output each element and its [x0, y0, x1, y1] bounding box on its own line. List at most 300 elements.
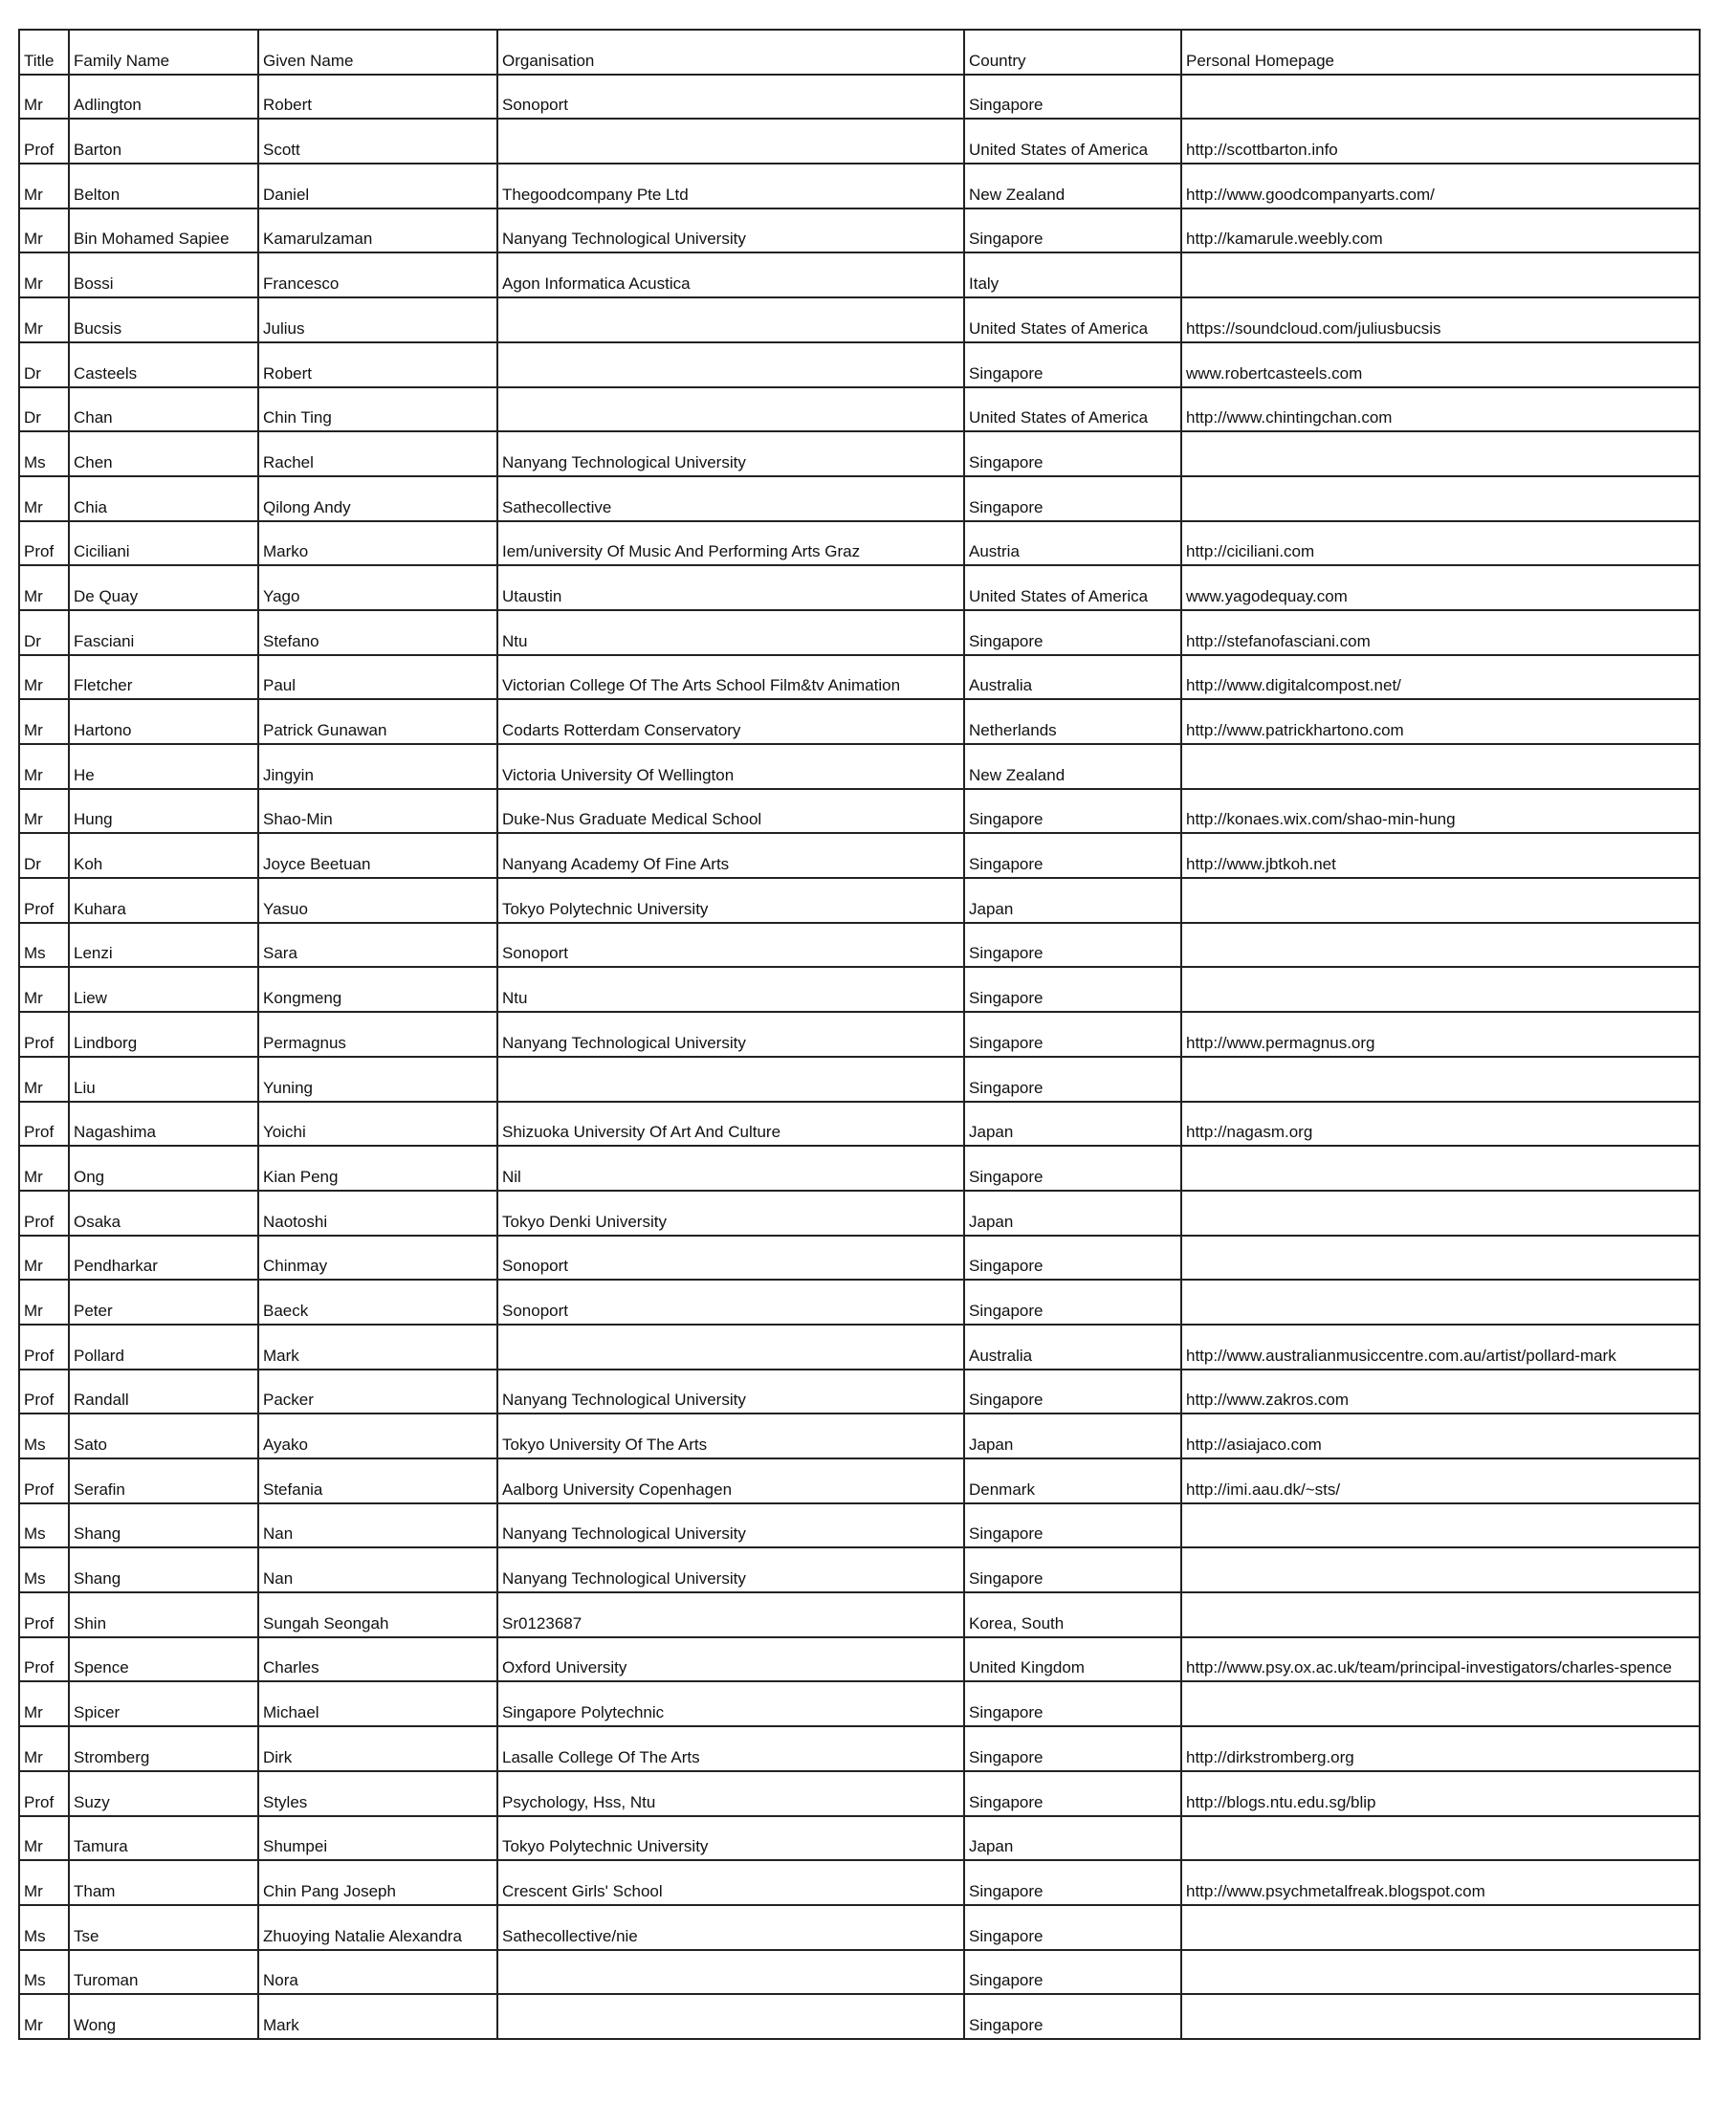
cell-country [964, 1771, 1181, 1816]
country-value: Singapore [969, 1078, 1044, 1097]
table-row [19, 610, 1700, 655]
cell-organisation [497, 1994, 964, 2039]
header-title [19, 30, 69, 75]
cell-family-name [69, 699, 258, 744]
family-name-value: Shin [74, 1613, 107, 1633]
title-value: Mr [24, 989, 43, 1008]
cell-country [964, 1637, 1181, 1682]
family-name-value: Liu [74, 1078, 96, 1097]
cell-country [964, 164, 1181, 208]
homepage-link[interactable]: http://imi.aau.dk/~sts/ [1186, 1479, 1341, 1499]
family-name-value: Suzy [74, 1792, 110, 1811]
table-row [19, 1102, 1700, 1147]
given-name-value: Robert [263, 96, 313, 115]
homepage-link[interactable]: http://stefanofasciani.com [1186, 631, 1371, 650]
family-name-value: Tamura [74, 1837, 128, 1856]
cell-given-name [258, 75, 497, 120]
country-value: Singapore [969, 1792, 1044, 1811]
title-value: Ms [24, 1436, 46, 1454]
organisation-value: Lasalle College Of The Arts [502, 1747, 700, 1766]
homepage-link[interactable]: http://asiajaco.com [1186, 1436, 1322, 1454]
homepage-link[interactable]: http://www.permagnus.org [1186, 1033, 1375, 1052]
cell-title [19, 208, 69, 253]
country-value: United States of America [969, 586, 1149, 605]
cell-organisation [497, 967, 964, 1012]
family-name-value: Bucsis [74, 318, 122, 338]
family-name-value: Tham [74, 1881, 116, 1900]
table-row [19, 1370, 1700, 1414]
family-name-value: Nagashima [74, 1123, 156, 1142]
country-value: Singapore [969, 989, 1044, 1008]
cell-homepage [1181, 1950, 1700, 1995]
homepage-link[interactable]: http://kamarule.weebly.com [1186, 230, 1383, 249]
country-value: United Kingdom [969, 1658, 1085, 1677]
cell-country [964, 833, 1181, 878]
cell-given-name [258, 744, 497, 789]
header-country [964, 30, 1181, 75]
title-value: Mr [24, 1078, 43, 1097]
cell-title [19, 75, 69, 120]
title-value: Ms [24, 944, 46, 963]
title-value: Mr [24, 318, 43, 338]
cell-family-name [69, 297, 258, 342]
homepage-link[interactable]: http://www.patrickhartono.com [1186, 721, 1404, 739]
title-value: Mr [24, 497, 43, 516]
family-name-value: Koh [74, 855, 103, 874]
family-name-value: Fletcher [74, 676, 133, 695]
title-value: Mr [24, 676, 43, 695]
homepage-link[interactable]: http://blogs.ntu.edu.sg/blip [1186, 1792, 1376, 1811]
cell-homepage [1181, 610, 1700, 655]
title-value: Prof [24, 899, 55, 918]
cell-country [964, 342, 1181, 387]
family-name-value: Hung [74, 810, 113, 829]
cell-given-name [258, 655, 497, 700]
cell-title [19, 119, 69, 164]
country-value: Singapore [969, 1703, 1044, 1722]
cell-organisation [497, 1102, 964, 1147]
cell-given-name [258, 1547, 497, 1592]
cell-given-name [258, 342, 497, 387]
country-value: Singapore [969, 1257, 1044, 1276]
cell-given-name [258, 297, 497, 342]
country-value: Singapore [969, 944, 1044, 963]
cell-title [19, 789, 69, 834]
family-name-value: Stromberg [74, 1747, 150, 1766]
family-name-value: He [74, 765, 95, 784]
title-value: Mr [24, 810, 43, 829]
cell-country [964, 1950, 1181, 1995]
table-row [19, 1860, 1700, 1905]
organisation-value: Nanyang Technological University [502, 1569, 746, 1589]
given-name-value: Shao-Min [263, 810, 333, 829]
family-name-value: Casteels [74, 363, 138, 383]
cell-title [19, 1681, 69, 1726]
organisation-value: Nanyang Technological University [502, 1524, 746, 1544]
country-value: United States of America [969, 318, 1149, 338]
cell-family-name [69, 387, 258, 432]
country-value: Australia [969, 1346, 1033, 1365]
family-name-value: Shang [74, 1569, 121, 1589]
cell-country [964, 1905, 1181, 1950]
cell-homepage [1181, 208, 1700, 253]
cell-given-name [258, 789, 497, 834]
cell-country [964, 1325, 1181, 1370]
cell-family-name [69, 1458, 258, 1503]
cell-country [964, 699, 1181, 744]
given-name-value: Mark [263, 2015, 299, 2034]
country-value: Australia [969, 676, 1033, 695]
table-row [19, 476, 1700, 521]
organisation-value: Utaustin [502, 586, 562, 605]
title-value: Prof [24, 1658, 55, 1677]
cell-homepage [1181, 1236, 1700, 1281]
cell-homepage [1181, 1280, 1700, 1325]
table-row [19, 833, 1700, 878]
cell-family-name [69, 342, 258, 387]
organisation-value: Nanyang Technological University [502, 1391, 746, 1410]
cell-homepage [1181, 521, 1700, 566]
title-value: Ms [24, 1524, 46, 1544]
cell-country [964, 476, 1181, 521]
organisation-value: Tokyo Polytechnic University [502, 899, 709, 918]
cell-organisation [497, 1236, 964, 1281]
cell-family-name [69, 1592, 258, 1637]
country-value: Singapore [969, 363, 1044, 383]
country-value: Singapore [969, 96, 1044, 115]
cell-homepage [1181, 1592, 1700, 1637]
given-name-value: Daniel [263, 185, 310, 204]
country-value: Singapore [969, 1971, 1044, 1990]
table-row [19, 75, 1700, 120]
cell-family-name [69, 789, 258, 834]
header-given-name [258, 30, 497, 75]
homepage-link[interactable]: www.robertcasteels.com [1186, 363, 1363, 383]
country-value: Singapore [969, 1747, 1044, 1766]
cell-title [19, 252, 69, 297]
table-row [19, 1950, 1700, 1995]
table-row [19, 1458, 1700, 1503]
country-value: United States of America [969, 408, 1149, 427]
cell-homepage [1181, 1994, 1700, 2039]
cell-given-name [258, 1950, 497, 1995]
cell-country [964, 252, 1181, 297]
given-name-value: Nan [263, 1569, 294, 1589]
cell-organisation [497, 789, 964, 834]
cell-country [964, 1458, 1181, 1503]
header-row [19, 30, 1700, 75]
country-value: Singapore [969, 1926, 1044, 1945]
table-row [19, 1503, 1700, 1548]
given-name-value: Nora [263, 1971, 298, 1990]
cell-title [19, 655, 69, 700]
header-label: Organisation [502, 51, 595, 70]
cell-organisation [497, 1191, 964, 1236]
table-row [19, 789, 1700, 834]
title-value: Mr [24, 185, 43, 204]
cell-given-name [258, 1236, 497, 1281]
homepage-link[interactable]: http://www.chintingchan.com [1186, 408, 1393, 427]
table-row [19, 119, 1700, 164]
title-value: Ms [24, 452, 46, 471]
organisation-value: Sr0123687 [502, 1613, 582, 1633]
cell-title [19, 1950, 69, 1995]
table-row [19, 1994, 1700, 2039]
cell-country [964, 565, 1181, 610]
given-name-value: Packer [263, 1391, 314, 1410]
cell-homepage [1181, 1458, 1700, 1503]
title-value: Mr [24, 274, 43, 294]
cell-organisation [497, 565, 964, 610]
cell-title [19, 610, 69, 655]
organisation-value: Oxford University [502, 1658, 627, 1677]
title-value: Dr [24, 363, 41, 383]
cell-family-name [69, 1280, 258, 1325]
cell-title [19, 1012, 69, 1057]
family-name-value: Adlington [74, 96, 142, 115]
homepage-link[interactable]: http://www.goodcompanyarts.com/ [1186, 185, 1435, 204]
cell-homepage [1181, 1146, 1700, 1191]
cell-homepage [1181, 923, 1700, 968]
homepage-link[interactable]: http://konaes.wix.com/shao-min-hung [1186, 810, 1456, 829]
homepage-link[interactable]: http://dirkstromberg.org [1186, 1747, 1354, 1766]
cell-family-name [69, 431, 258, 476]
cell-title [19, 1191, 69, 1236]
family-name-value: Tse [74, 1926, 99, 1945]
cell-organisation [497, 75, 964, 120]
cell-organisation [497, 521, 964, 566]
cell-country [964, 610, 1181, 655]
homepage-link[interactable]: http://www.psychmetalfreak.blogspot.com [1186, 1881, 1485, 1900]
family-name-value: Randall [74, 1391, 129, 1410]
cell-given-name [258, 699, 497, 744]
cell-organisation [497, 1503, 964, 1548]
country-value: Italy [969, 274, 1000, 294]
cell-title [19, 833, 69, 878]
header-organisation [497, 30, 964, 75]
cell-given-name [258, 1503, 497, 1548]
cell-country [964, 1592, 1181, 1637]
given-name-value: Zhuoying Natalie Alexandra [263, 1926, 462, 1945]
cell-family-name [69, 1860, 258, 1905]
country-value: Singapore [969, 1167, 1044, 1186]
cell-country [964, 1102, 1181, 1147]
given-name-value: Joyce Beetuan [263, 855, 371, 874]
cell-given-name [258, 923, 497, 968]
family-name-value: Belton [74, 185, 121, 204]
cell-family-name [69, 923, 258, 968]
cell-family-name [69, 744, 258, 789]
family-name-value: Peter [74, 1301, 113, 1320]
cell-title [19, 1370, 69, 1414]
header-label: Given Name [263, 51, 354, 70]
title-value: Prof [24, 141, 55, 160]
title-value: Prof [24, 1613, 55, 1633]
cell-family-name [69, 521, 258, 566]
cell-family-name [69, 1057, 258, 1102]
table-row [19, 655, 1700, 700]
cell-country [964, 789, 1181, 834]
cell-homepage [1181, 744, 1700, 789]
cell-title [19, 1726, 69, 1771]
title-value: Mr [24, 721, 43, 739]
cell-country [964, 1816, 1181, 1861]
table-row [19, 297, 1700, 342]
table-row [19, 1414, 1700, 1458]
cell-family-name [69, 1236, 258, 1281]
title-value: Mr [24, 1837, 43, 1856]
cell-title [19, 967, 69, 1012]
homepage-link[interactable]: http://www.psy.ox.ac.uk/team/principal-investigators/charles-spence [1186, 1658, 1673, 1677]
given-name-value: Chin Pang Joseph [263, 1881, 396, 1900]
cell-organisation [497, 252, 964, 297]
family-name-value: Shang [74, 1524, 121, 1544]
cell-given-name [258, 1414, 497, 1458]
cell-given-name [258, 387, 497, 432]
cell-given-name [258, 119, 497, 164]
family-name-value: Pendharkar [74, 1257, 158, 1276]
cell-country [964, 1012, 1181, 1057]
given-name-value: Michael [263, 1703, 319, 1722]
cell-family-name [69, 1146, 258, 1191]
cell-organisation [497, 744, 964, 789]
organisation-value: Aalborg University Copenhagen [502, 1479, 733, 1499]
header-label: Personal Homepage [1186, 51, 1334, 70]
cell-family-name [69, 655, 258, 700]
header-family-name [69, 30, 258, 75]
cell-homepage [1181, 1771, 1700, 1816]
cell-given-name [258, 208, 497, 253]
cell-title [19, 297, 69, 342]
family-name-value: Serafin [74, 1479, 125, 1499]
cell-organisation [497, 1414, 964, 1458]
organisation-value: Agon Informatica Acustica [502, 274, 691, 294]
cell-title [19, 1146, 69, 1191]
given-name-value: Sungah Seongah [263, 1613, 389, 1633]
cell-family-name [69, 833, 258, 878]
title-value: Dr [24, 408, 41, 427]
organisation-value: Tokyo Denki University [502, 1212, 667, 1231]
homepage-link[interactable]: www.yagodequay.com [1186, 586, 1348, 605]
country-value: Korea, South [969, 1613, 1065, 1633]
cell-family-name [69, 565, 258, 610]
cell-organisation [497, 1860, 964, 1905]
cell-title [19, 521, 69, 566]
country-value: Japan [969, 1123, 1014, 1142]
cell-family-name [69, 610, 258, 655]
homepage-link[interactable]: http://www.zakros.com [1186, 1391, 1350, 1410]
cell-country [964, 521, 1181, 566]
given-name-value: Yago [263, 586, 300, 605]
cell-homepage [1181, 1547, 1700, 1592]
cell-organisation [497, 431, 964, 476]
given-name-value: Shumpei [263, 1837, 328, 1856]
table-row [19, 431, 1700, 476]
table-row [19, 1637, 1700, 1682]
family-name-value: Ong [74, 1167, 105, 1186]
cell-country [964, 1414, 1181, 1458]
participants-table [18, 29, 1701, 2040]
cell-homepage [1181, 297, 1700, 342]
cell-homepage [1181, 1057, 1700, 1102]
family-name-value: Wong [74, 2015, 117, 2034]
given-name-value: Naotoshi [263, 1212, 328, 1231]
homepage-link[interactable]: https://soundcloud.com/juliusbucsis [1186, 318, 1441, 338]
cell-title [19, 1637, 69, 1682]
cell-homepage [1181, 833, 1700, 878]
cell-country [964, 1057, 1181, 1102]
country-value: Singapore [969, 1033, 1044, 1052]
given-name-value: Scott [263, 141, 300, 160]
cell-family-name [69, 1994, 258, 2039]
cell-title [19, 431, 69, 476]
organisation-value: Duke-Nus Graduate Medical School [502, 810, 762, 829]
cell-homepage [1181, 342, 1700, 387]
table-row [19, 387, 1700, 432]
family-name-value: Chan [74, 408, 113, 427]
homepage-link[interactable]: http://www.jbtkoh.net [1186, 855, 1336, 874]
given-name-value: Paul [263, 676, 297, 695]
given-name-value: Styles [263, 1792, 308, 1811]
cell-given-name [258, 1994, 497, 2039]
homepage-link[interactable]: http://nagasm.org [1186, 1123, 1313, 1142]
country-value: Japan [969, 1436, 1014, 1454]
cell-given-name [258, 252, 497, 297]
cell-organisation [497, 1458, 964, 1503]
cell-organisation [497, 1950, 964, 1995]
table-row [19, 1057, 1700, 1102]
cell-country [964, 119, 1181, 164]
header-homepage [1181, 30, 1700, 75]
organisation-value: Nil [502, 1167, 521, 1186]
homepage-link[interactable]: http://scottbarton.info [1186, 141, 1338, 160]
organisation-value: Nanyang Technological University [502, 230, 746, 249]
cell-organisation [497, 878, 964, 923]
cell-organisation [497, 208, 964, 253]
cell-organisation [497, 1057, 964, 1102]
cell-family-name [69, 967, 258, 1012]
table-row [19, 923, 1700, 968]
homepage-link[interactable]: http://ciciliani.com [1186, 542, 1315, 561]
cell-homepage [1181, 1726, 1700, 1771]
cell-country [964, 1860, 1181, 1905]
cell-title [19, 1905, 69, 1950]
organisation-value: Nanyang Technological University [502, 452, 746, 471]
table-row [19, 1325, 1700, 1370]
homepage-link[interactable]: http://www.digitalcompost.net/ [1186, 676, 1401, 695]
cell-country [964, 431, 1181, 476]
cell-country [964, 744, 1181, 789]
cell-family-name [69, 1325, 258, 1370]
table-body [19, 75, 1700, 2039]
cell-homepage [1181, 252, 1700, 297]
cell-organisation [497, 1280, 964, 1325]
cell-family-name [69, 1726, 258, 1771]
given-name-value: Qilong Andy [263, 497, 351, 516]
cell-homepage [1181, 164, 1700, 208]
cell-family-name [69, 1012, 258, 1057]
homepage-link[interactable]: http://www.australianmusiccentre.com.au/artist/pollard-mark [1186, 1346, 1616, 1365]
cell-country [964, 1503, 1181, 1548]
given-name-value: Charles [263, 1658, 319, 1677]
title-value: Ms [24, 1971, 46, 1990]
family-name-value: Pollard [74, 1346, 124, 1365]
cell-title [19, 342, 69, 387]
cell-country [964, 1191, 1181, 1236]
table-row [19, 967, 1700, 1012]
given-name-value: Ayako [263, 1436, 308, 1454]
title-value: Ms [24, 1569, 46, 1589]
